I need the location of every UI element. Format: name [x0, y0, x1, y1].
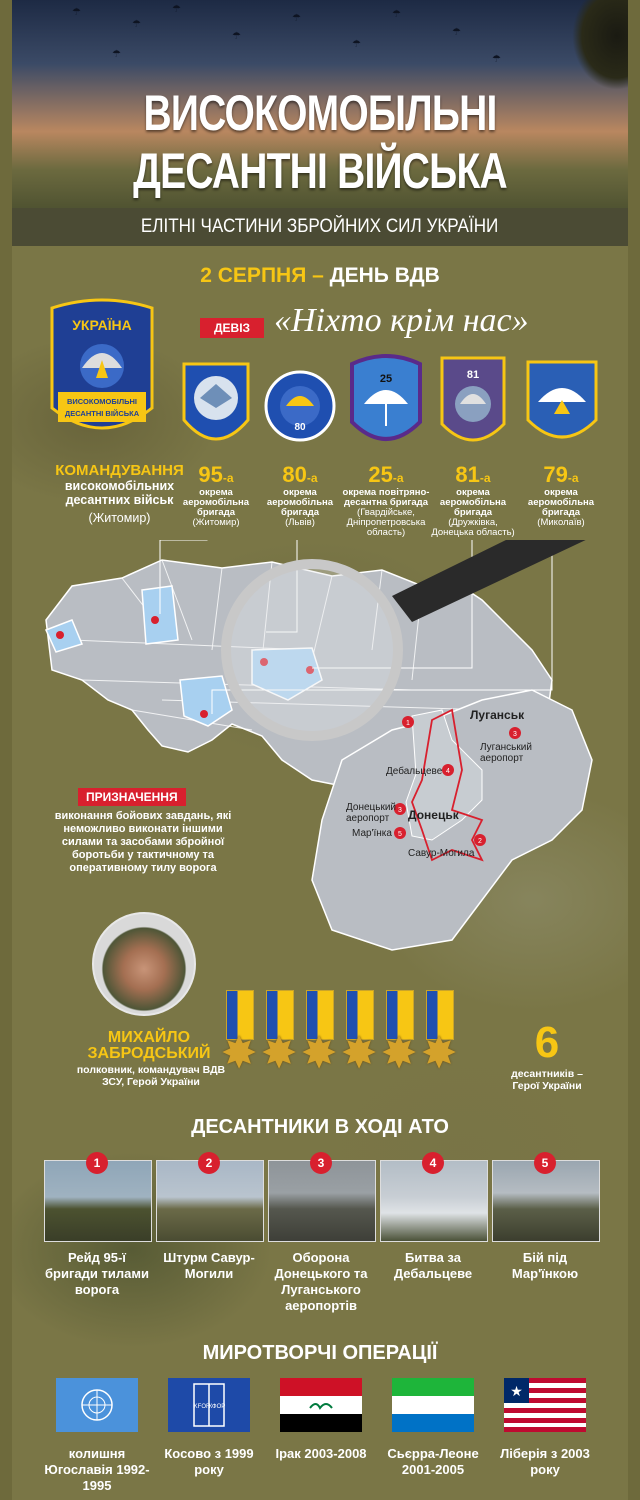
- brigade-desc: окрема аеромобільна бригада: [439, 487, 507, 518]
- brigade-80-caption: 80-а окрема аеромобільна бригада (Львів): [255, 462, 345, 528]
- brigade-95-badge-icon: [180, 358, 252, 454]
- parachute-icon: ☂: [132, 19, 141, 30]
- map-label-lugansk: Луганськ: [470, 708, 525, 722]
- subtitle: ЕЛІТНІ ЧАСТИНИ ЗБРОЙНИХ СИЛ УКРАЇНИ: [141, 216, 499, 237]
- ato-label: Бій під Мар'їнкою: [511, 1250, 579, 1281]
- svg-text:KFOR: KFOR: [193, 1404, 211, 1410]
- brigade-num: 80: [282, 462, 307, 487]
- svg-text:5: 5: [398, 831, 402, 838]
- subtitle-bar: [12, 208, 628, 246]
- peace-label: Ірак 2003-2008: [275, 1446, 367, 1461]
- sierra-leone-flag-icon: [392, 1378, 474, 1432]
- brigade-num: 79: [543, 462, 568, 487]
- brigade-25-badge-icon: [348, 352, 424, 452]
- brigade-city: (Житомир): [192, 517, 240, 528]
- brigade-desc: окрема аеромобільна бригада: [266, 487, 334, 518]
- title-line-2: ДЕСАНТНІ ВІЙСЬКА: [133, 143, 507, 199]
- ato-number-badge: 1: [86, 1152, 108, 1174]
- city-dot-icon: [151, 616, 159, 624]
- peace-section-title: МИРОТВОРЧІ ОПЕРАЦІЇ: [202, 1342, 438, 1364]
- brigade-num: 95: [198, 462, 223, 487]
- soldier-silhouette: [572, 0, 628, 90]
- ato-label: Штурм Савур-Могили: [163, 1250, 255, 1281]
- command-city: (Житомир): [88, 511, 151, 525]
- brigade-city: (Львів): [285, 517, 315, 528]
- brigade-num: 81: [455, 462, 480, 487]
- peace-label: Косово з 1999 року: [164, 1446, 254, 1477]
- map-label-debaltseve: Дебальцеве: [386, 766, 443, 777]
- brigade-desc: окрема повітряно-десантна бригада: [342, 487, 430, 508]
- ato-label: Рейд 95-ї бригади тилами ворога: [45, 1250, 149, 1297]
- commander-portrait-avatar: [92, 912, 196, 1016]
- parachute-icon: ☂: [232, 31, 241, 42]
- svg-text:4: 4: [446, 768, 450, 775]
- motto-label: ДЕВІЗ: [200, 318, 264, 338]
- parachute-icon: ☂: [352, 39, 361, 50]
- map-label-savur: Савур-Могила: [408, 848, 475, 859]
- heroes-count: 6: [534, 1018, 560, 1067]
- ato-number-badge: 4: [422, 1152, 444, 1174]
- date-day: 2 СЕРПНЯ –: [200, 264, 324, 287]
- parachute-icon: ☂: [172, 4, 181, 15]
- parachute-icon: ☂: [112, 49, 121, 60]
- title-line-1: ВИСОКОМОБІЛЬНІ: [143, 85, 497, 141]
- magnifier-lens-icon: [226, 564, 398, 736]
- peace-label: колишня Югославія 1992-1995: [44, 1446, 150, 1493]
- infographic: ☂ ☂ ☂ ☂ ☂ ☂ ☂ ☂ ☂ ☂ ВИСОКОМОБІЛЬНІ ДЕСАНТНІ ВІЙСЬКА ЕЛІТНІ ЧАСТИНИ ЗБРОЙНИХ СИЛ УКРАЇНИ 2 СЕРПНЯ – ДЕНЬ ВДВ ДЕВІЗ «Ніхто крім нас» УКРАЇНА ВИСОКОМОБІЛЬНІ ДЕСАНТНІ ВІЙСЬКА КОМАНДУВАННЯ високомобільних десантних військ (Житомир) 80 25 81 95-а окрема аеромобільна бригада (Житомир) 80-а окрема аеромобільна бригада (Львів) 25-а окрема повітряно-десантна бригада (Гвардійське, Дніпропетровська область) 81-а окрема аеромобільна бригада (Дружківка, Донецька область) 79-а окрема аеромобільна бригада (Миколаїв) 1 2 3 3 4 5 Луганськ Луганський аеропорт Дебальцеве Донецький аеропорт Донецьк Мар'їнка Савур-Могила ПРИЗНАЧЕННЯ виконання бойових завдань, які неможливо виконати іншими силами та засобами збройної боротьби у тактичному та оперативному тилу ворога МИХАЙЛО ЗАБРОДСЬКИЙ полковник, командувач ВДВ ЗСУ, Герой України ✸ ✸ ✸ ✸ ✸ ✸ 6 десантників – Герої України ДЕСАНТНИКИ В ХОДІ АТО 1 2 3 4 5 Рейд 95-ї бригади тилами ворога Штурм Савур-Могили Оборона Донецького та Луганського аеропортів Битва за Дебальцеве Бій під Мар'їнкою МИРОТВОРЧІ ОПЕРАЦІЇ KFOR КФОР ★ колишня Югославія 1992-1995 Косово з 1999 року Ірак 2003-2008 Сьєрра-Леоне 2001-2005 Ліберія з 2003 року: [12, 0, 628, 1500]
- ato-section-title: ДЕСАНТНИКИ В ХОДІ АТО: [191, 1116, 449, 1138]
- command-subtitle: високомобільних десантних військ: [64, 479, 175, 507]
- svg-text:81: 81: [466, 369, 480, 381]
- ato-label: Оборона Донецького та Луганського аеропортів: [274, 1250, 368, 1313]
- svg-text:1: 1: [406, 720, 410, 727]
- svg-text:УКРАЇНА: УКРАЇНА: [72, 317, 132, 333]
- kfor-flag-icon: [168, 1378, 250, 1432]
- brigade-25-caption: 25-а окрема повітряно-десантна бригада (Гвардійське, Дніпропетровська область): [342, 462, 430, 538]
- city-dot-icon: [56, 631, 64, 639]
- parachute-icon: ☂: [392, 9, 401, 20]
- motto-text: «Ніхто крім нас»: [274, 302, 529, 339]
- brigade-80-badge-icon: [264, 368, 336, 444]
- city-dot-icon: [200, 710, 208, 718]
- brigade-num: 25: [368, 462, 393, 487]
- iraq-flag-icon: [280, 1378, 362, 1432]
- command-title: КОМАНДУВАННЯ: [55, 462, 184, 479]
- brigade-city: (Миколаїв): [537, 517, 585, 528]
- map-label-donetsk: Донецьк: [408, 808, 459, 822]
- date-holiday: ДЕНЬ ВДВ: [329, 264, 440, 287]
- parachute-icon: ☂: [492, 54, 501, 65]
- svg-text:ДЕСАНТНІ ВІЙСЬКА: ДЕСАНТНІ ВІЙСЬКА: [64, 409, 140, 418]
- ato-number-badge: 3: [310, 1152, 332, 1174]
- brigade-city: (Гвардійське, Дніпропетровська область): [346, 507, 426, 538]
- svg-text:80: 80: [294, 422, 306, 433]
- brigade-79-badge-icon: [524, 356, 600, 450]
- svg-text:ВИСОКОМОБІЛЬНІ: ВИСОКОМОБІЛЬНІ: [67, 397, 137, 406]
- brigade-81-badge-icon: [438, 352, 508, 452]
- ato-number-badge: 5: [534, 1152, 556, 1174]
- parachute-icon: ☂: [72, 7, 81, 18]
- map-label-lugansk-airport: Луганський аеропорт: [480, 742, 532, 764]
- date-line: [12, 264, 628, 288]
- svg-text:★: ★: [510, 1383, 523, 1399]
- brigade-desc: окрема аеромобільна бригада: [527, 487, 595, 518]
- purpose-text: виконання бойових завдань, які неможливо виконати іншими силами та засобами збройної боротьби у тактичному та оперативному тилу ворога: [54, 810, 232, 874]
- peace-label: Сьєрра-Леоне 2001-2005: [387, 1446, 479, 1477]
- liberia-flag-icon: [504, 1378, 586, 1432]
- brigade-desc: окрема аеромобільна бригада: [182, 487, 250, 518]
- svg-text:3: 3: [513, 731, 517, 738]
- commander-desc: полковник, командувач ВДВ ЗСУ, Герой України: [76, 1064, 226, 1088]
- brigade-city: (Дружківка, Донецька область): [431, 517, 515, 538]
- parachute-icon: ☂: [292, 13, 301, 24]
- ato-number-badge: 2: [198, 1152, 220, 1174]
- svg-text:2: 2: [478, 838, 482, 845]
- peace-label: Ліберія з 2003 року: [500, 1446, 590, 1477]
- brigade-81-caption: 81-а окрема аеромобільна бригада (Дружківка, Донецька область): [428, 462, 518, 538]
- command-patch-icon: [46, 298, 158, 446]
- magnifier-handle-icon: [392, 540, 628, 622]
- un-flag-icon: [56, 1378, 138, 1432]
- heroes-text: десантників – Герої України: [511, 1068, 583, 1092]
- svg-text:КФОР: КФОР: [208, 1404, 226, 1410]
- commander-name: МИХАЙЛО ЗАБРОДСЬКИЙ: [87, 1029, 211, 1062]
- brigade-95-caption: 95-а окрема аеромобільна бригада (Житомир): [171, 462, 261, 528]
- map-label-marinka: Мар'їнка: [352, 828, 392, 839]
- parachute-icon: ☂: [452, 27, 461, 38]
- brigade-79-caption: 79-а окрема аеромобільна бригада (Миколаїв): [516, 462, 606, 528]
- svg-text:3: 3: [398, 807, 402, 814]
- ato-label: Битва за Дебальцеве: [393, 1250, 473, 1281]
- purpose-label: ПРИЗНАЧЕННЯ: [78, 788, 186, 806]
- map-label-donetsk-airport: Донецький аеропорт: [346, 802, 397, 824]
- svg-text:25: 25: [379, 373, 393, 385]
